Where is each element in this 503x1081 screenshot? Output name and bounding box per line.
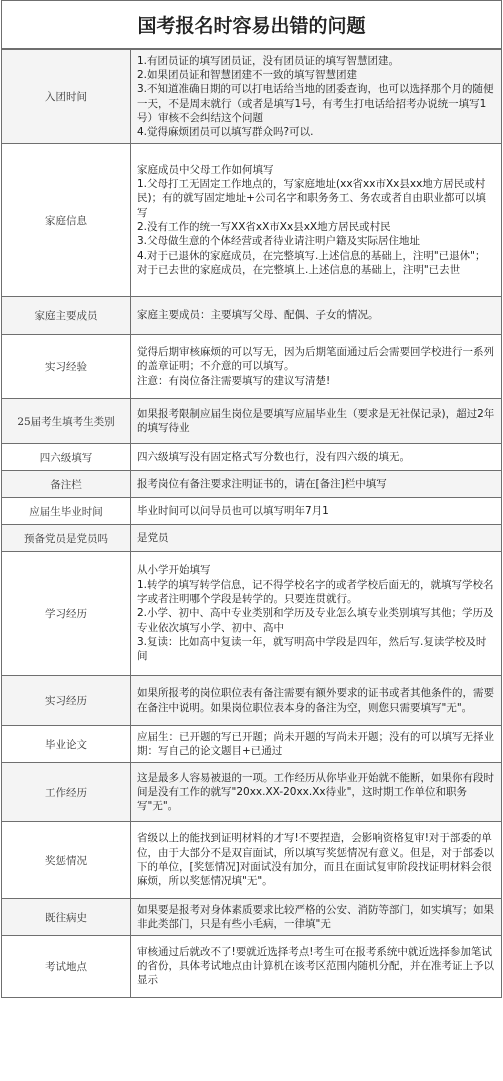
content-line: 毕业时间可以问导员也可以填写明年7月1 — [137, 504, 329, 517]
row-label: 学习经历 — [2, 552, 131, 676]
row-label: 奖惩情况 — [2, 822, 131, 899]
content-line: 2.没有工作的统一写XX省xX市Xx县xX地方居民或村民 — [137, 221, 391, 233]
row-content — [131, 676, 502, 726]
row-content — [131, 498, 502, 525]
table-row — [2, 936, 501, 997]
table-row — [2, 144, 501, 297]
table-row — [2, 297, 501, 335]
content-line: 审核通过后就改不了!要就近选择考点!考生可在报考系统中就近选择参加笔试的省份，具体考试地点由计算机在该考区范围内随机分配，并在准考证上予以显示 — [137, 945, 494, 987]
content-line: 2.如果团员证和智慧团建不一致的填写智慧团建 — [137, 68, 358, 81]
row-label: 备注栏 — [2, 471, 131, 498]
content-line: 3.父母做生意的个体经营或者待业请注明户籍及实际居住地址 — [137, 235, 421, 248]
content-line: 如果所报考的岗位职位表有备注需要有额外要求的证书或者其他条件的，需要在备注中说明。如果岗位职位表本身的备注为空，则您只需要填写"无"。 — [137, 687, 494, 714]
content-line: 3.复读：比如高中复读一年，就写明高中学段是四年，然后写.复读学校及时间 — [137, 635, 487, 663]
row-content — [131, 552, 502, 676]
row-label: 入团时间 — [2, 50, 131, 144]
content-line: 觉得后期审核麻烦的可以写无，因为后期笔面通过后会需要回学校进行一系列的盖章证明；不介意的可以填写。 — [137, 346, 494, 373]
row-label: 毕业论文 — [2, 726, 131, 763]
table-row — [2, 471, 501, 498]
table-row — [2, 822, 501, 899]
row-label: 预备党员是党员吗 — [2, 525, 131, 552]
row-content — [131, 144, 502, 297]
content-line: 注意：有岗位备注需要填写的建议写清楚! — [137, 374, 331, 387]
table-row — [2, 444, 501, 471]
table-row — [2, 525, 501, 552]
row-content — [131, 335, 502, 399]
content-line: 家庭主要成员：主要填写父母、配偶、子女的情况。 — [137, 309, 379, 322]
content-line: 如果报考限制应届生岗位是要填写应届毕业生（要求是无社保记录)，超过2年的填写待业 — [137, 407, 495, 434]
row-content — [131, 471, 502, 498]
table-row — [2, 399, 501, 444]
notice-sheet — [1, 0, 502, 998]
table-row — [2, 763, 501, 822]
row-label: 考试地点 — [2, 936, 131, 997]
content-line: 1.父母打工无固定工作地点的，写家庭地址(xx省xx市Xx县xx地方居民或村民)；有的就写固定地址+公司名字和职务务工、务农或者自由职业都可以填写 — [137, 178, 486, 219]
table-row — [2, 899, 501, 936]
row-label: 实习经历 — [2, 676, 131, 726]
row-content — [131, 726, 502, 763]
row-label: 家庭主要成员 — [2, 297, 131, 335]
content-line: 如果要是报考对身体素质要求比较严格的公安、消防等部门，如实填写；如果非此类部门，只是有些小毛病，一律填"无 — [137, 903, 494, 930]
content-line: 3.不知道准确日期的可以打电话给当地的团委查询，也可以选择那个月的随便一天，不是周末就行（或者是填写1号，有考生打电话给招考办说统一填写1号）审核不会纠结这个问题 — [137, 83, 494, 124]
row-content — [131, 936, 502, 997]
content-line: 4.对于已退休的家庭成员，在完整填写.上述信息的基础上，注明"已退休"；对于已去世的家庭成员，在完整填上.上述信息的基础上，注明"已去世 — [137, 249, 486, 276]
row-content — [131, 399, 502, 444]
content-line: 是党员 — [137, 531, 169, 544]
row-content — [131, 297, 502, 335]
row-content — [131, 899, 502, 936]
table-row — [2, 676, 501, 726]
content-line: 家庭成员中父母工作如何填写 — [137, 163, 274, 176]
content-line: 报考岗位有备注要求注明证书的，请在[备注]栏中填写 — [137, 477, 387, 490]
content-line: 这是最多人容易被退的一项。工作经历从你毕业开始就不能断，如果你有段时间是没有工作的就写"20xx.XX-20xx.Xx待业"，这时期工作单位和职务写"无"。 — [137, 771, 494, 813]
table-row — [2, 498, 501, 525]
row-label: 实习经验 — [2, 335, 131, 399]
content-line: 应届生：已开题的写已开题；尚未开题的写尚未开题；没有的可以填写无择业期：写自己的论文题目+已通过 — [137, 730, 494, 757]
row-label: 既往病史 — [2, 899, 131, 936]
content-line: 四六级填写没有固定格式写分数也行，没有四六级的填无。 — [137, 450, 410, 463]
page-title: 国考报名时容易出错的问题 — [2, 1, 501, 49]
row-label: 四六级填写 — [2, 444, 131, 471]
row-label: 应届生毕业时间 — [2, 498, 131, 525]
row-content — [131, 444, 502, 471]
row-label: 25届考生填考生类别 — [2, 399, 131, 444]
content-line: 1.转学的填写转学信息，记不得学校名字的或者学校后面无的，就填写学校名字或者注明哪个学段是转学的。只要连贯就行。 — [137, 578, 494, 606]
row-content — [131, 763, 502, 822]
content-line: 4.觉得麻烦团员可以填写群众吗?可以. — [137, 126, 314, 139]
row-label: 家庭信息 — [2, 144, 131, 297]
row-label: 工作经历 — [2, 763, 131, 822]
row-content — [131, 525, 502, 552]
content-line: 1.有团员证的填写团员证，没有团员证的填写智慧团建。 — [137, 54, 400, 67]
content-line: 从小学开始填写 — [137, 564, 211, 577]
row-content — [131, 50, 502, 144]
table-row — [2, 552, 501, 676]
faq-table — [2, 49, 501, 997]
row-content — [131, 822, 502, 899]
table-row — [2, 335, 501, 399]
table-row — [2, 726, 501, 763]
content-line: 省级以上的能找到证明材料的才写!不要捏造，会影响资格复审!对于部委的单位，由于大部分不是双盲面试，所以填写奖惩情况有意义。但是，对于部委以下的单位，[奖惩情况]对面试没有加分，而且在面试复审阶段找证明材料会很麻烦，所以奖惩情况填"无"。 — [137, 832, 494, 888]
content-line: 2.小学、初中、高中专业类别和学历及专业怎么填专业类别填写其他；学历及专业依次填写小学、初中、高中 — [137, 607, 494, 634]
table-row — [2, 50, 501, 144]
